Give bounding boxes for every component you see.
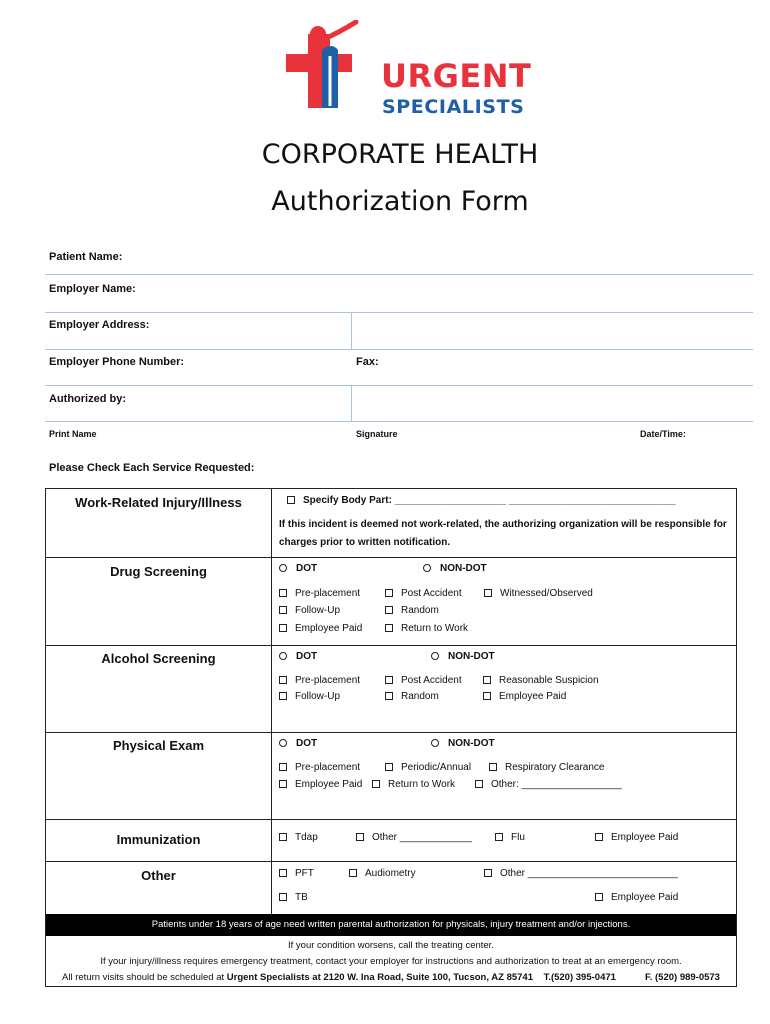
- checkbox[interactable]: [279, 606, 287, 614]
- option-label: Return to Work: [401, 623, 469, 634]
- checkbox[interactable]: [372, 780, 380, 788]
- checkbox[interactable]: [484, 869, 492, 877]
- row-divider: [46, 557, 736, 558]
- physical-periodic-option[interactable]: [385, 762, 471, 773]
- other-other-option[interactable]: [484, 868, 678, 879]
- option-label: DOT: [296, 563, 318, 574]
- checkbox[interactable]: [279, 624, 287, 632]
- checkbox[interactable]: [484, 589, 492, 597]
- radio-button[interactable]: [279, 564, 287, 572]
- option-label: Reasonable Suspicion: [499, 675, 599, 686]
- option-label: Random: [401, 691, 439, 702]
- patient-name-field[interactable]: [45, 274, 753, 275]
- other-label: Other: [141, 868, 176, 883]
- employer-address-label: Employer Address:: [49, 319, 150, 331]
- checkbox[interactable]: [595, 833, 603, 841]
- logo-word-specialists: SPECIALISTS: [382, 96, 525, 118]
- checkbox[interactable]: [475, 780, 483, 788]
- other-employee-paid-option[interactable]: [595, 892, 678, 903]
- radio-button[interactable]: [423, 564, 431, 572]
- option-label: Post Accident: [401, 675, 462, 686]
- print-name-label: Print Name: [49, 429, 97, 439]
- table-divider: [271, 489, 272, 914]
- other-pft-option[interactable]: [279, 868, 314, 879]
- option-label: Witnessed/Observed: [500, 588, 593, 599]
- option-label: Random: [401, 605, 439, 616]
- field-divider: [351, 313, 352, 349]
- checkbox[interactable]: [279, 589, 287, 597]
- physical-employee-paid-option[interactable]: [279, 779, 362, 790]
- checkbox[interactable]: [279, 833, 287, 841]
- services-table: [45, 488, 737, 987]
- work-related-note-cont: charges prior to written notification.: [279, 537, 451, 548]
- checkbox[interactable]: [385, 676, 393, 684]
- patient-name-label: Patient Name:: [49, 251, 123, 263]
- page-title: CORPORATE HEALTH: [261, 139, 539, 170]
- alcohol-random-option[interactable]: [385, 691, 439, 702]
- option-label: DOT: [296, 651, 318, 662]
- checkbox[interactable]: [483, 692, 491, 700]
- option-label: Follow-Up: [295, 605, 341, 616]
- checkbox[interactable]: [287, 496, 295, 504]
- checkbox[interactable]: [495, 833, 503, 841]
- option-label: Employee Paid: [499, 691, 567, 702]
- physical-respiratory-option[interactable]: [489, 762, 605, 773]
- checkbox[interactable]: [385, 763, 393, 771]
- footer-line-3: [46, 972, 736, 983]
- employer-phone-label: Employer Phone Number:: [49, 356, 185, 368]
- option-label: Respiratory Clearance: [505, 762, 605, 773]
- logo-cross-figure-icon: [278, 20, 378, 112]
- radio-button[interactable]: [279, 652, 287, 660]
- checkbox[interactable]: [483, 676, 491, 684]
- employer-name-label: Employer Name:: [49, 283, 136, 295]
- physical-exam-label: Physical Exam: [112, 738, 205, 753]
- drug-return-to-work-option[interactable]: [385, 623, 468, 634]
- alcohol-employee-paid-option[interactable]: [483, 691, 566, 702]
- option-label: Employee Paid: [295, 779, 363, 790]
- checkbox[interactable]: [489, 763, 497, 771]
- checkbox[interactable]: [349, 869, 357, 877]
- drug-witnessed-option[interactable]: [484, 588, 593, 599]
- drug-follow-up-option[interactable]: [279, 605, 340, 616]
- checkbox[interactable]: [385, 589, 393, 597]
- page-subtitle: Authorization Form: [271, 186, 529, 217]
- checkbox[interactable]: [385, 692, 393, 700]
- option-label: Follow-Up: [295, 691, 341, 702]
- immunization-other-option[interactable]: [356, 832, 472, 843]
- physical-preplacement-option[interactable]: [279, 762, 360, 773]
- footer-line-2: If your injury/illness requires emergency treatment, contact your employer for instructions and authorization to treat at an emergency room.: [100, 956, 682, 967]
- immunization-tdap-option[interactable]: [279, 832, 318, 843]
- employer-name-field[interactable]: [45, 312, 753, 313]
- other-tb-option[interactable]: [279, 892, 308, 903]
- option-label: Return to Work: [388, 779, 456, 790]
- row-divider: [46, 861, 736, 862]
- drug-dot-option[interactable]: [279, 563, 317, 574]
- checkbox[interactable]: [279, 763, 287, 771]
- option-label: Flu: [511, 832, 525, 843]
- option-label: Pre-placement: [295, 675, 361, 686]
- logo-word-urgent: URGENT: [381, 57, 532, 95]
- option-label: PFT: [295, 868, 314, 879]
- checkbox[interactable]: [279, 780, 287, 788]
- option-label: Other: __________________: [491, 779, 622, 790]
- alcohol-follow-up-option[interactable]: [279, 691, 340, 702]
- option-label: NON-DOT: [448, 738, 495, 749]
- fax-label: Fax:: [356, 356, 379, 368]
- checkbox[interactable]: [279, 676, 287, 684]
- checkbox[interactable]: [279, 893, 287, 901]
- alcohol-dot-option[interactable]: [279, 651, 317, 662]
- alcohol-screening-label: Alcohol Screening: [101, 651, 216, 666]
- option-label: DOT: [296, 738, 318, 749]
- checkbox[interactable]: [385, 624, 393, 632]
- option-label: NON-DOT: [448, 651, 495, 662]
- row-divider: [46, 645, 736, 646]
- radio-button[interactable]: [279, 739, 287, 747]
- employer-phone-field[interactable]: [45, 385, 753, 386]
- option-label: Other _____________: [372, 832, 473, 843]
- specify-body-part-text: Specify Body Part: ____________________ ______________________________: [303, 495, 676, 506]
- footer-address: Urgent Specialists at 2120 W. Ina Road, Suite 100, Tucson, AZ 85741: [226, 972, 533, 983]
- drug-preplacement-option[interactable]: [279, 588, 360, 599]
- other-audiometry-option[interactable]: [349, 868, 416, 879]
- option-label: Audiometry: [365, 868, 416, 879]
- option-label: Employee Paid: [611, 892, 679, 903]
- immunization-label: Immunization: [116, 832, 201, 847]
- option-label: Post Accident: [401, 588, 462, 599]
- drug-employee-paid-option[interactable]: [279, 623, 362, 634]
- physical-return-to-work-option[interactable]: [372, 779, 455, 790]
- row-divider: [46, 819, 736, 820]
- field-divider: [351, 386, 352, 422]
- authorized-by-field[interactable]: [45, 421, 753, 422]
- drug-random-option[interactable]: [385, 605, 439, 616]
- checkbox[interactable]: [279, 692, 287, 700]
- immunization-employee-paid-option[interactable]: [595, 832, 678, 843]
- alcohol-post-accident-option[interactable]: [385, 675, 462, 686]
- physical-nondot-option[interactable]: [431, 738, 495, 749]
- footer-phone: T.(520) 395-0471: [543, 972, 616, 983]
- drug-screening-label: Drug Screening: [110, 564, 207, 579]
- immunization-flu-option[interactable]: [495, 832, 525, 843]
- option-label: Tdap: [295, 832, 318, 843]
- checkbox[interactable]: [595, 893, 603, 901]
- option-label: Employee Paid: [295, 623, 363, 634]
- drug-post-accident-option[interactable]: [385, 588, 462, 599]
- work-injury-label: Work-Related Injury/Illness: [75, 495, 242, 510]
- option-label: Employee Paid: [611, 832, 679, 843]
- footer-return-visits-text: All return visits should be scheduled at: [62, 972, 225, 983]
- services-heading: Please Check Each Service Requested:: [49, 462, 255, 474]
- option-label: Pre-placement: [295, 588, 361, 599]
- signature-label: Signature: [356, 429, 398, 439]
- specify-body-part-option[interactable]: [287, 495, 676, 506]
- radio-button[interactable]: [431, 739, 439, 747]
- option-label: NON-DOT: [440, 563, 487, 574]
- urgent-specialists-logo: [278, 20, 538, 118]
- date-time-label: Date/Time:: [640, 429, 686, 439]
- employer-address-field[interactable]: [45, 349, 753, 350]
- checkbox[interactable]: [279, 869, 287, 877]
- row-divider: [46, 732, 736, 733]
- option-label: TB: [295, 892, 308, 903]
- alcohol-reasonable-suspicion-option[interactable]: [483, 675, 599, 686]
- drug-nondot-option[interactable]: [423, 563, 487, 574]
- option-label: Other ___________________________: [500, 868, 678, 879]
- option-label: Periodic/Annual: [401, 762, 472, 773]
- authorized-by-label: Authorized by:: [49, 393, 126, 405]
- alcohol-preplacement-option[interactable]: [279, 675, 360, 686]
- work-related-note: If this incident is deemed not work-related, the authorizing organization will be responsible for: [279, 519, 727, 530]
- checkbox[interactable]: [356, 833, 364, 841]
- checkbox[interactable]: [385, 606, 393, 614]
- radio-button[interactable]: [431, 652, 439, 660]
- physical-other-option[interactable]: [475, 779, 622, 790]
- option-label: Pre-placement: [295, 762, 361, 773]
- footer-line-1: If your condition worsens, call the treating center.: [288, 940, 494, 951]
- physical-dot-option[interactable]: [279, 738, 317, 749]
- alcohol-nondot-option[interactable]: [431, 651, 495, 662]
- parental-authorization-banner: Patients under 18 years of age need written parental authorization for physicals, injury treatment and/or injections.: [46, 914, 736, 936]
- footer-fax: F. (520) 989-0573: [644, 972, 720, 983]
